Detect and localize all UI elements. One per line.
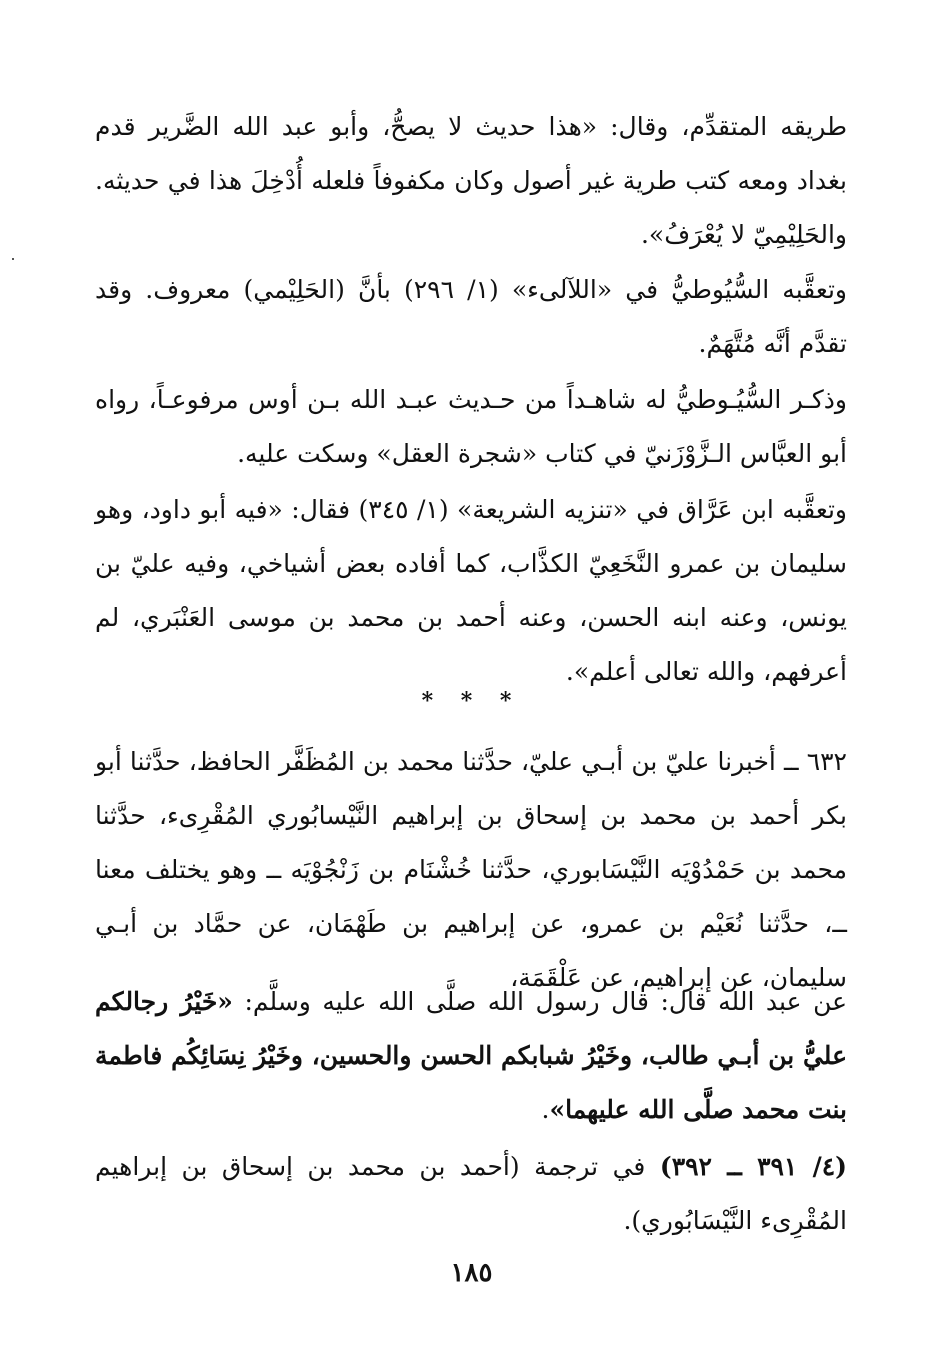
paragraph-1: طريقه المتقدِّم، وقال: «هذا حديث لا يصحُّ، وأبو عبد الله الضَّرير قدم بغداد ومعه كتب طرية غير أصول وكان مكفوفاً فلعله أُدْخِلَ هذا في حديثه. والحَلِيْمِيّ لا يُعْرَفُ».: [95, 112, 847, 249]
volume-page-reference: (٤/ ٣٩١ ــ ٣٩٢): [659, 1152, 848, 1181]
hadith-text: «خَيْرُ رجالكم عليُّ بن أبـي طالب، وخَيْرُ شبابكم الحسن والحسين، وخَيْرُ نِسَائِكُم فاطمة بنت محمد صلَّى الله عليهما»: [95, 987, 847, 1124]
paragraph-2: وتعقَّبه السُّيُوطيُّ في «اللآلىء» (١/ ٢٩٦) بأنَّ (الحَلِيْمي) معروف. وقد تقدَّم أنَّه مُتَّهَمٌ.: [95, 275, 847, 358]
reference-note: في ترجمة (أحمد بن محمد بن إسحاق بن إبراهيم المُقْرِىء النَّيْسَابُوري).: [95, 1152, 847, 1235]
paragraph-3: وذكـر السُّيُـوطيُّ له شاهـداً من حـديث عبـد الله بـن أوس مرفوعـاً، رواه أبو العبَّاس الـزَّوْزَنيّ في كتاب «شجرة العقل» وسكت عليه.: [95, 385, 847, 468]
source-reference: [95, 1140, 847, 1248]
hadith-end: .: [541, 1095, 550, 1124]
page-number: ١٨٥: [450, 1258, 493, 1288]
paragraph-4: وتعقَّبه ابن عَرَّاق في «تنزيه الشريعة» (١/ ٣٤٥) فقال: «فيه أبو داود، وهو سليمان بن عمرو النَّخَعِيّ الكذَّاب، كما أفاده بعض أشياخي، وفيه عليّ بن يونس، وعنه ابنه الحسن، وعنه أحمد بن محمد بن موسى العَنْبَري، لم أعرفهم، والله تعالى أعلم».: [95, 495, 847, 686]
hadith-intro: عن عبد الله قال: قال رسول الله صلَّى الله عليه وسلَّم:: [232, 987, 848, 1016]
margin-mark: [12, 258, 14, 260]
hadith-matn-632: [95, 975, 847, 1137]
hadith-isnad-632: ٦٣٢ ــ أخبرنا عليّ بن أبـي عليّ، حدَّثنا محمد بن المُظَفَّر الحافظ، حدَّثنا أبو بكر أحمد بن محمد بن إسحاق بن إبراهيم النَّيْسابُوري المُقْرِىء، حدَّثنا محمد بن حَمْدُوْيَه النَّيْسَابوري، حدَّثنا خُشْنَام بن زَنْجُوْيَه ــ وهو يختلف معنا ــ، حدَّثنا نُعَيْم بن عمرو، عن إبراهيم بن طَهْمَان، عن حمَّاد بن أبـي سليمان، عن إبراهيم، عن عَلْقَمَة،: [95, 747, 847, 992]
section-separator: * * *: [421, 688, 522, 714]
